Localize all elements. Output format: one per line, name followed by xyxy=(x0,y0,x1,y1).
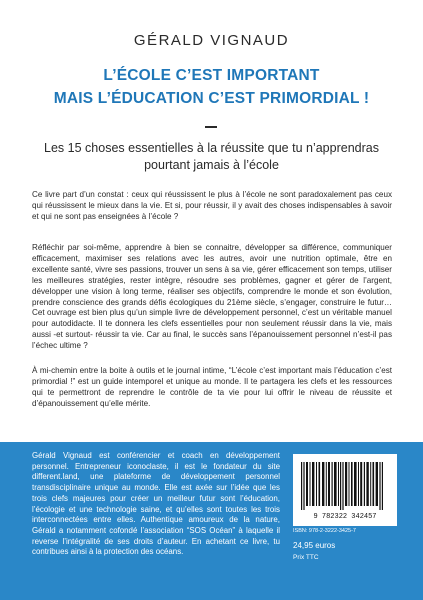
title-line-1: L’ÉCOLE C’EST IMPORTANT xyxy=(103,67,320,84)
book-subtitle: Les 15 choses essentielles à la réussite que tu n’apprendras pourtant jamais à l’école xyxy=(44,141,379,172)
price-note: Prix TTC xyxy=(293,554,319,561)
barcode-icon xyxy=(297,460,393,520)
description-paragraph: À mi-chemin entre la boite à outils et le journal intime, “L’école c’est important mais l’éducation c’est primordial !” est un guide intemporel et unique au monde. Il te partagera les clefs et les ressources qui te permettront de reprendre le contrôle de ta vie pour lui offrir le niveau de réussite et d’épanouissement qu’elle mérite. xyxy=(32,366,392,408)
isbn-number: ISBN: 978-2-3222-3425-7 xyxy=(293,528,356,534)
author-bio: Gérald Vignaud est conférencier et coach en développement personnel. Entrepreneur iconoclaste, il est le fondateur du site different.land, une plateforme de développement personnel transdisciplinaire unique au monde. Elle est axée sur l’idée que les trois clefs majeures pour créer un meilleur futur sont l’éducation, l’écologie et une technologie saine, et qu’elles sont toutes les trois interconnectées entre elles. Authentique amoureux de la nature, Gérald a notamment cofondé l’association “SOS Océan” à laquelle il reverse l’intégralité de ses droits d’auteur. En achetant ce livre, tu contribues ainsi à la protection des océans. xyxy=(32,451,280,557)
author-name: GÉRALD VIGNAUD xyxy=(133,32,290,49)
barcode xyxy=(293,454,397,526)
price: 24,95 euros xyxy=(293,541,336,550)
description-paragraph: Ce livre part d’un constat : ceux qui réussissent le plus à l’école ne sont paradoxalement pas ceux qui réussissent le mieux dans la vie. Et si, pour réussir, il y avait des choses indispensables à savoir et qui ne sont pas enseignées à l’école ? xyxy=(32,190,392,221)
title-line-2: MAIS L’ÉDUCATION C’EST PRIMORDIAL ! xyxy=(53,90,370,107)
title-divider xyxy=(205,126,217,128)
barcode-digits: 9 782322 342457 xyxy=(313,513,377,520)
description-paragraph: Réfléchir par soi-même, apprendre à bien se connaitre, développer sa différence, communiquer efficacement, maximiser ses relations avec les autres, avoir une nutrition optimale, être en excellente santé, vivre ses passions, trouver un sens à sa vie, gérer efficacement son temps, utiliser les meilleures stratégies, rester intègre, résoudre ses problèmes, gagner et gérer de l’argent, développer une vision à long terme, réaliser ses objectifs, comprendre le monde et son évolution, prendre conscience des grands défis écologiques du 21ème siècle, s’engager, construire le futur… Cet ouvrage est bien plus qu’un simple livre de développement personnel, c’est un véritable manuel pour autodidacte. Il te donnera les clefs essentielles pour non seulement réussir dans la vie, mais aussi -et surtout- réussir ta vie. Car au final, le succès sans l’épanouissement personnel n’est-il pas l’échec ultime ? xyxy=(32,243,392,351)
book-title xyxy=(0,64,423,110)
